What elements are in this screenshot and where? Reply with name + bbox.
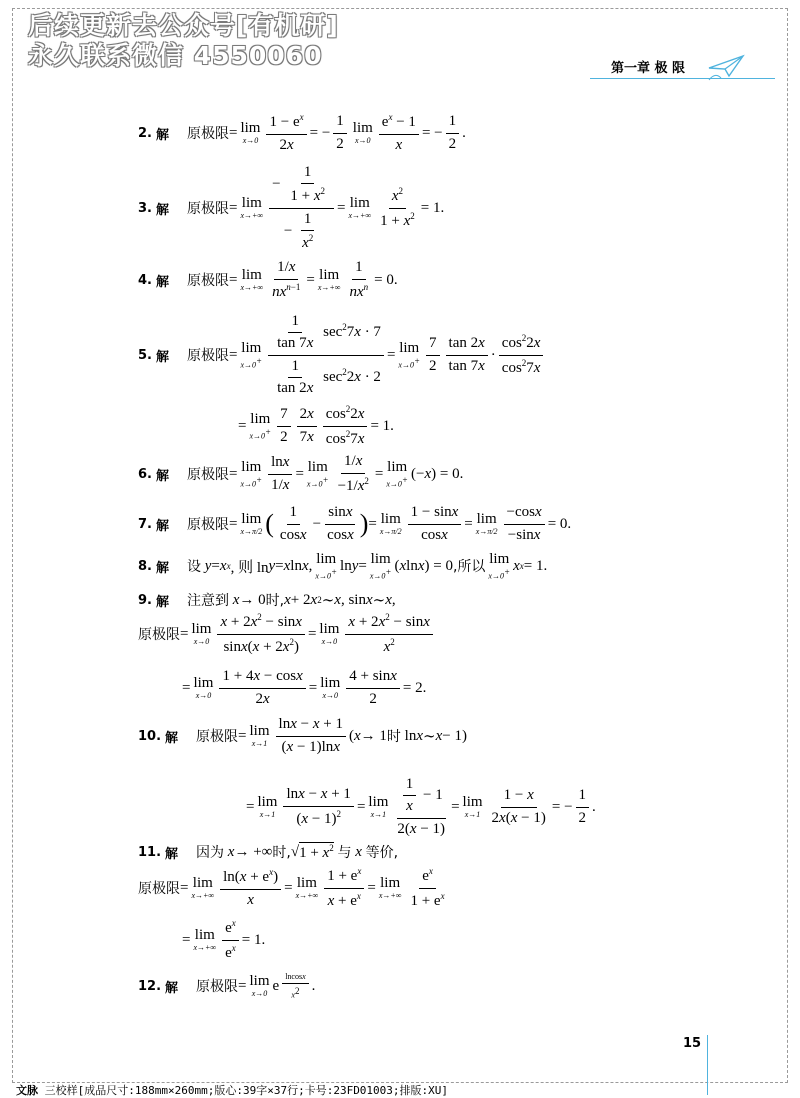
paper-plane-icon <box>707 52 747 82</box>
p8-set-label: 设 <box>187 559 201 575</box>
p11-equiv-label: 等价, <box>365 845 399 861</box>
problem-label: 解 <box>155 202 169 218</box>
problem-3: 3. 解 原极限 = lim x→+∞ − $\frac{1}{1 + x^2}$ − $\frac{1}{x^2}$ = lim x→+∞ $\frac{x^2}{1 + x^2}$ = 1. <box>138 164 445 251</box>
p9-when-label: 时, <box>265 593 285 609</box>
problem-11-line-2: 原极限 = lim x→+∞ $\frac{\ln(x + e^x)}{x}$ = lim x→+∞ $\frac{1 + e^x}{x + e^x}$ = lim x→+∞ $\frac{e^x}{1 + e^x}$ <box>138 866 445 909</box>
original-limit-label: 原极限 <box>187 126 229 142</box>
problem-number: 5. <box>138 347 152 363</box>
problem-number: 3. <box>138 200 152 216</box>
p11-and-label: 与 <box>337 845 352 861</box>
footer-brand: 文脉 <box>16 1084 38 1097</box>
original-limit-label: 原极限 <box>187 348 229 364</box>
problem-2: 2. 解 原极限 = lim x→0 $\frac{1 - e^x}{2x}$ = − $\frac{1}{2}$ lim x→0 $\frac{e^x - 1}{x}$ = − $\frac{1}{2}$ . <box>138 112 466 153</box>
problem-9: 9. 解 注意到 x → 0 时, x + 2 x 2 ∼ x , sin x ∼ x , <box>138 591 396 610</box>
header-rule <box>590 78 775 79</box>
problem-number: 11. <box>138 844 162 860</box>
problem-number: 12. <box>138 978 162 994</box>
problem-label: 解 <box>155 518 169 534</box>
problem-number: 7. <box>138 516 152 532</box>
problem-4: 4. 解 原极限 = lim x→+∞ $\frac{1/x}{nx^{n-1}}$ = lim x→+∞ $\frac{1}{nx^n}$ = 0. <box>138 259 398 300</box>
problem-label: 解 <box>155 560 169 576</box>
p11-because-label: 因为 <box>196 845 225 861</box>
problem-label: 解 <box>165 846 179 862</box>
problem-11-line-3: = lim x→+∞ $\frac{e^x}{e^x}$ = 1. <box>182 918 266 961</box>
p9-note-label: 注意到 <box>187 593 229 609</box>
problem-10: 10. 解 原极限 = lim x→1 $\frac{\ln x - x + 1}{(x - 1)\ln x}$ ( x → 1 时 ln x ∼ x − 1) <box>138 716 467 755</box>
problem-12: 12. 解 原极限 = lim x→0 e $\frac{lncosx}{x^2}$ . <box>138 971 316 1000</box>
original-limit-label: 原极限 <box>196 729 239 745</box>
problem-6: 6. 解 原极限 = lim x→0+ $\frac{\ln x}{1/x}$ = lim x→0+ $\frac{1/x}{-1/x^2}$ = lim x→0+ (− x ) = 0. <box>138 453 464 494</box>
problem-5: 5. 解 原极限 = lim x→0+ $\frac{1}{\tan 7x}$ $\sec^27x \cdot 7$ $\frac{1}{\tan 2x}$ $\sec^22x \cdot 2$ = lim x→0+ $\frac{7}{2}$ $\frac{\tan 2x}{\tan 7x}$ · $\frac{\cos^22x}{\cos^27x}$ <box>138 310 546 400</box>
problem-number: 2. <box>138 125 152 141</box>
problem-label: 解 <box>155 594 169 610</box>
original-limit-label: 原极限 <box>138 881 180 897</box>
problem-number: 8. <box>138 558 152 574</box>
original-limit-label: 原极限 <box>138 627 180 643</box>
watermark-line-2: 永久联系微信 4550060 <box>28 41 323 70</box>
chapter-title: 第一章 极 限 <box>611 61 686 76</box>
problem-11: 11. 解 因为 x → +∞ 时, √ $1 + x^2$ 与 x 等价, <box>138 843 399 862</box>
problem-label: 解 <box>155 468 169 484</box>
problem-number: 6. <box>138 466 152 482</box>
original-limit-label: 原极限 <box>187 517 229 533</box>
watermark-line-1: 后续更新去公众号[有机研] <box>28 11 339 40</box>
p8-then-label: ,所以 <box>452 559 486 575</box>
problem-number: 10. <box>138 728 162 744</box>
problem-label: 解 <box>155 274 169 290</box>
original-limit-label: 原极限 <box>187 273 229 289</box>
page-number: 15 <box>683 1036 702 1051</box>
footer-info: 三校样[成品尺寸:188mm×260mm;版心:39字×37行;卡号:23FD01003;排版:XU] <box>44 1084 449 1097</box>
problem-9-line-3: = lim x→0 $\frac{1 + 4x - \cos x}{2x}$ = lim x→0 $\frac{4 + \sin x}{2}$ = 2. <box>182 668 427 707</box>
problem-10-continued: = lim x→1 $\frac{\ln x - x + 1}{(x - 1)^2}$ = lim x→1 $\frac{1}{x}$ − 1 2(x − 1) = lim x→1 $\frac{1 - x}{2x(x - 1)}$ = − $\frac{1}{2}$ . <box>246 776 596 837</box>
p11-when-label: 时, <box>272 845 291 861</box>
problem-label: 解 <box>155 349 169 365</box>
problem-8: 8. 解 设 y = x x , 则 ln y = x ln x , lim x→0+ ln y = lim x→0+ ( x ln x ) = 0 ,所以 lim x→0+ x x = 1. <box>138 550 548 581</box>
page-number-rule <box>707 1035 708 1095</box>
print-footer <box>16 1082 448 1098</box>
problem-label: 解 <box>165 730 179 746</box>
problem-number: 4. <box>138 272 152 288</box>
problem-7: 7. 解 原极限 = lim x→π/2 ( $\frac{1}{\cos x}$ − $\frac{\sin x}{\cos x}$ ) = lim x→π/2 $\frac{1 - \sin x}{\cos x}$ = lim x→π/2 $\frac{-\cos x}{-\sin x}$ = 0. <box>138 504 572 543</box>
problem-label: 解 <box>165 980 179 996</box>
problem-5-continued: = lim x→0+ $\frac{7}{2}$ $\frac{2x}{7x}$ $\frac{\cos^22x}{\cos^27x}$ = 1. <box>238 404 394 447</box>
problem-number: 9. <box>138 592 152 608</box>
original-limit-label: 原极限 <box>187 201 229 217</box>
problem-label: 解 <box>155 127 169 143</box>
original-limit-label: 原极限 <box>196 979 239 995</box>
problem-9-line-2: 原极限 = lim x→0 $\frac{x + 2x^2 - \sin x}{\sin x(x + 2x^2)}$ = lim x→0 $\frac{x + 2x^2 - \sin x}{x^2}$ <box>138 606 436 662</box>
p10-when-label: 时 <box>386 729 401 745</box>
original-limit-label: 原极限 <box>187 467 229 483</box>
